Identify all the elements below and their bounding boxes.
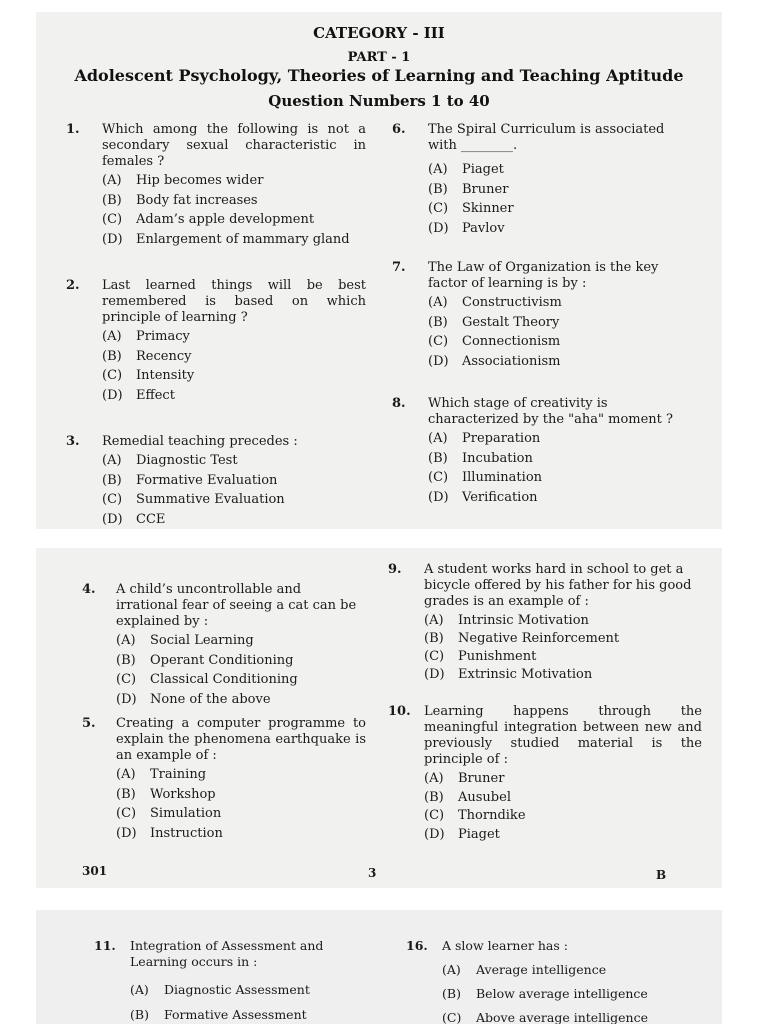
option-d: (D) Enlargement of mammary gland <box>102 231 350 247</box>
option-b: (B) Recency <box>102 348 192 364</box>
option-b: (B) Negative Reinforcement <box>424 631 620 646</box>
page-section-middle <box>36 548 722 888</box>
option-c: (C) Intensity <box>102 368 195 383</box>
question-number: 3. <box>66 434 80 449</box>
page-number: 3 <box>368 866 377 880</box>
option-a: (A) Primacy <box>102 329 190 344</box>
question-text: Remedial teaching precedes : <box>102 434 298 449</box>
page-section-bottom <box>36 910 722 1024</box>
option-c: (C) Classical Conditioning <box>116 672 298 687</box>
option-a: (A) Preparation <box>428 431 541 446</box>
option-c: (C) Above average intelligence <box>442 1010 649 1024</box>
option-d: (D) CCE <box>102 511 166 527</box>
question-2 <box>66 278 366 407</box>
option-c: (C) Illumination <box>428 470 543 485</box>
option-d: (D) Pavlov <box>428 220 505 236</box>
part-heading: PART - 1 <box>347 50 411 65</box>
question-text: Which among the following is not a secondary sexual characteristic in females ? <box>102 122 366 169</box>
option-d: (D) Verification <box>428 489 538 505</box>
question-text: A child’s uncontrollable and irrational fear of seeing a cat can be explained by : <box>116 582 357 629</box>
option-a: (A) Diagnostic Assessment <box>130 982 310 997</box>
option-b: (B) Operant Conditioning <box>116 652 294 668</box>
question-text: Which stage of creativity is characterized by the "aha" moment ? <box>428 396 673 427</box>
question-text: The Spiral Curriculum is associated with ________. <box>428 122 665 153</box>
question-range-heading: Question Numbers 1 to 40 <box>268 92 490 110</box>
option-a: (A) Constructivism <box>428 295 562 310</box>
option-a: (A) Bruner <box>424 771 505 786</box>
option-a: (A) Intrinsic Motivation <box>424 613 589 628</box>
subject-heading: Adolescent Psychology, Theories of Learning and Teaching Aptitude <box>74 66 684 85</box>
question-6 <box>392 122 692 240</box>
question-10 <box>388 704 702 845</box>
option-a: (A) Hip becomes wider <box>102 173 264 188</box>
question-number: 5. <box>82 716 96 731</box>
option-b: (B) Gestalt Theory <box>428 314 560 330</box>
option-d: (D) Piaget <box>424 826 500 842</box>
option-c: (C) Thorndike <box>424 808 526 823</box>
question-5 <box>82 716 366 845</box>
question-number: 10. <box>388 704 411 719</box>
option-b: (B) Bruner <box>428 181 509 197</box>
question-16 <box>406 938 706 1024</box>
option-b: (B) Below average intelligence <box>442 986 648 1001</box>
question-8 <box>392 396 692 509</box>
series-letter: B <box>656 868 667 882</box>
question-text: A slow learner has : <box>442 938 568 953</box>
option-c: (C) Adam’s apple development <box>102 212 315 227</box>
question-11 <box>94 938 384 1024</box>
option-d: (D) Instruction <box>116 825 223 841</box>
question-9 <box>388 562 702 685</box>
option-b: (B) Formative Evaluation <box>102 472 278 488</box>
option-a: (A) Average intelligence <box>442 962 607 977</box>
question-number: 16. <box>406 938 428 953</box>
question-text: Learning happens through the meaningful integration between new and previously studied material is the principle of : <box>424 704 702 767</box>
option-c: (C) Skinner <box>428 201 514 216</box>
paper-code: 301 <box>82 864 108 878</box>
option-b: (B) Body fat increases <box>102 192 258 208</box>
option-b: (B) Incubation <box>428 450 533 466</box>
question-text: Last learned things will be best remembered is based on which principle of learning ? <box>102 278 366 325</box>
option-d: (D) None of the above <box>116 691 271 707</box>
option-d: (D) Associationism <box>428 353 561 369</box>
option-d: (D) Effect <box>102 387 175 403</box>
option-a: (A) Training <box>116 767 207 782</box>
option-c: (C) Simulation <box>116 806 222 821</box>
question-number: 8. <box>392 396 406 411</box>
option-b: (B) Workshop <box>116 786 216 802</box>
option-a: (A) Piaget <box>428 162 504 177</box>
option-c: (C) Punishment <box>424 649 537 664</box>
question-text: A student works hard in school to get a bicycle offered by his father for his good grades is an example of : <box>424 562 692 609</box>
question-4 <box>82 582 366 711</box>
option-c: (C) Summative Evaluation <box>102 492 285 507</box>
category-heading: CATEGORY - III <box>313 24 445 42</box>
question-3 <box>66 434 366 529</box>
question-number: 11. <box>94 938 116 953</box>
question-text: Creating a computer programme to explain the phenomena earthquake is an example of : <box>116 716 366 763</box>
question-1 <box>66 122 366 251</box>
question-number: 7. <box>392 260 406 275</box>
option-d: (D) Extrinsic Motivation <box>424 667 593 682</box>
option-b: (B) Formative Assessment <box>130 1007 307 1022</box>
option-a: (A) Diagnostic Test <box>102 453 238 468</box>
question-7 <box>392 260 692 373</box>
question-text: The Law of Organization is the key factor of learning is by : <box>428 260 659 291</box>
question-number: 9. <box>388 562 402 577</box>
question-text: Integration of Assessment and Learning occurs in : <box>130 938 324 969</box>
question-number: 6. <box>392 122 406 137</box>
question-number: 2. <box>66 278 80 293</box>
option-b: (B) Ausubel <box>424 789 511 805</box>
question-number: 4. <box>82 582 96 597</box>
option-a: (A) Social Learning <box>116 633 254 648</box>
page-section-top <box>36 12 722 529</box>
question-number: 1. <box>66 122 80 137</box>
option-c: (C) Connectionism <box>428 334 561 349</box>
